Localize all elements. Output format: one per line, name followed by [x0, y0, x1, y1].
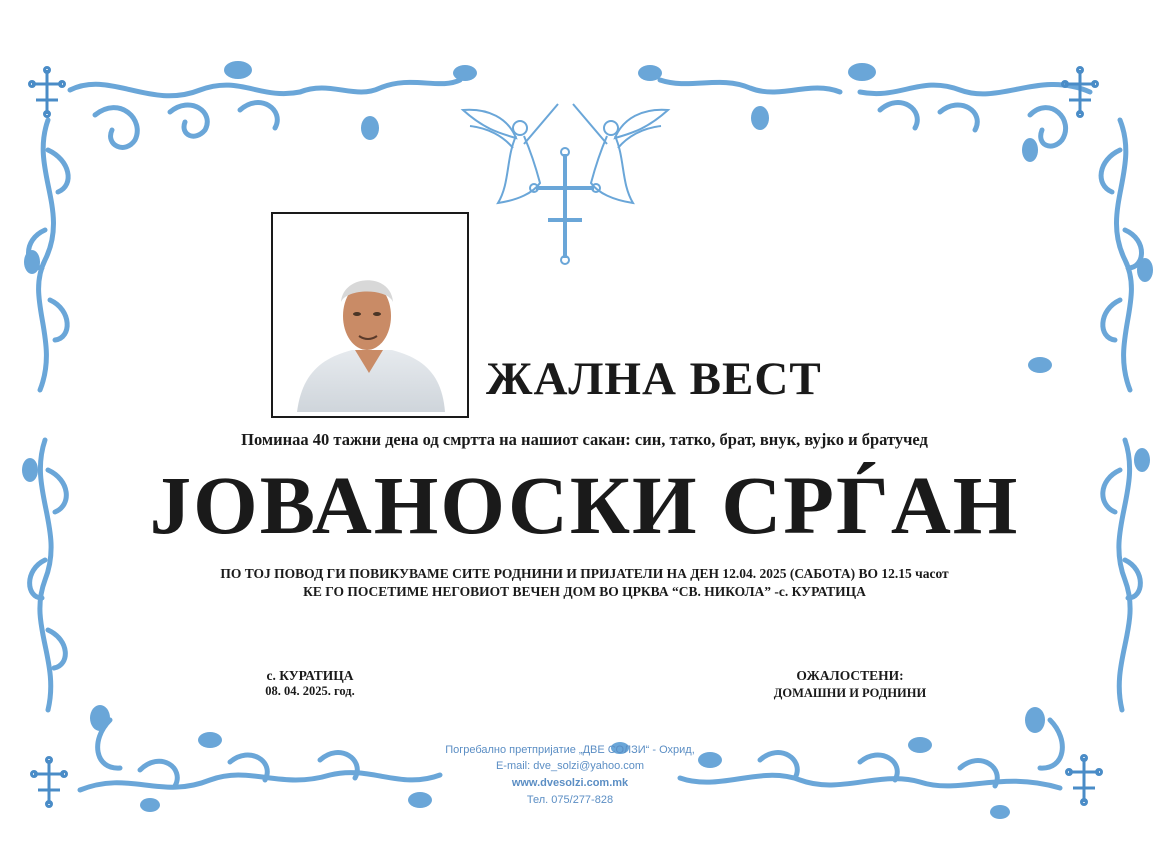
portrait-photo [297, 258, 445, 412]
footer-website[interactable]: www.dvesolzi.com.mk [511, 777, 629, 789]
portrait-frame [271, 212, 469, 418]
notice-place: с. КУРАТИЦА [266, 668, 354, 683]
invitation-line-1: ПО ТОЈ ПОВОД ГИ ПОВИКУВАМЕ СИТЕ РОДНИНИ И ПРИЈАТЕЛИ НА ДЕН 12.04. 2025 (САБОТА) ВО 12.15 часот [220, 566, 949, 581]
notice-date: 08. 04. 2025. год. [265, 684, 355, 698]
mourners-label: ОЖАЛОСТЕНИ: [796, 668, 904, 683]
mourners-names: ДОМАШНИ И РОДНИНИ [773, 686, 927, 700]
cross-icon [1059, 66, 1101, 118]
notice-intro: Поминаа 40 тажни дена од смртта на нашиот сакан: син, татко, брат, внук, вујко и братучед [241, 430, 928, 449]
footer-phone: Тел. 075/277-828 [526, 794, 614, 806]
deceased-name: ЈОВАНОСКИ СРЃАН [149, 459, 1020, 551]
invitation-line-2: КЕ ГО ПОСЕТИМЕ НЕГОВИОТ ВЕЧЕН ДОМ ВО ЦРКВА “СВ. НИКОЛА” -с. КУРАТИЦА [303, 584, 866, 599]
notice-title: ЖАЛНА ВЕСТ [486, 353, 822, 405]
footer-email[interactable]: E-mail: dve_solzi@yahoo.com [495, 760, 645, 772]
cross-icon [28, 756, 70, 808]
cross-icon [26, 66, 68, 118]
cross-icon [1063, 754, 1105, 806]
angels-cross-emblem [458, 88, 673, 266]
footer-company: Погребално претпријатие „ДВЕ СОЛЗИ“ - Охрид, [445, 744, 695, 756]
